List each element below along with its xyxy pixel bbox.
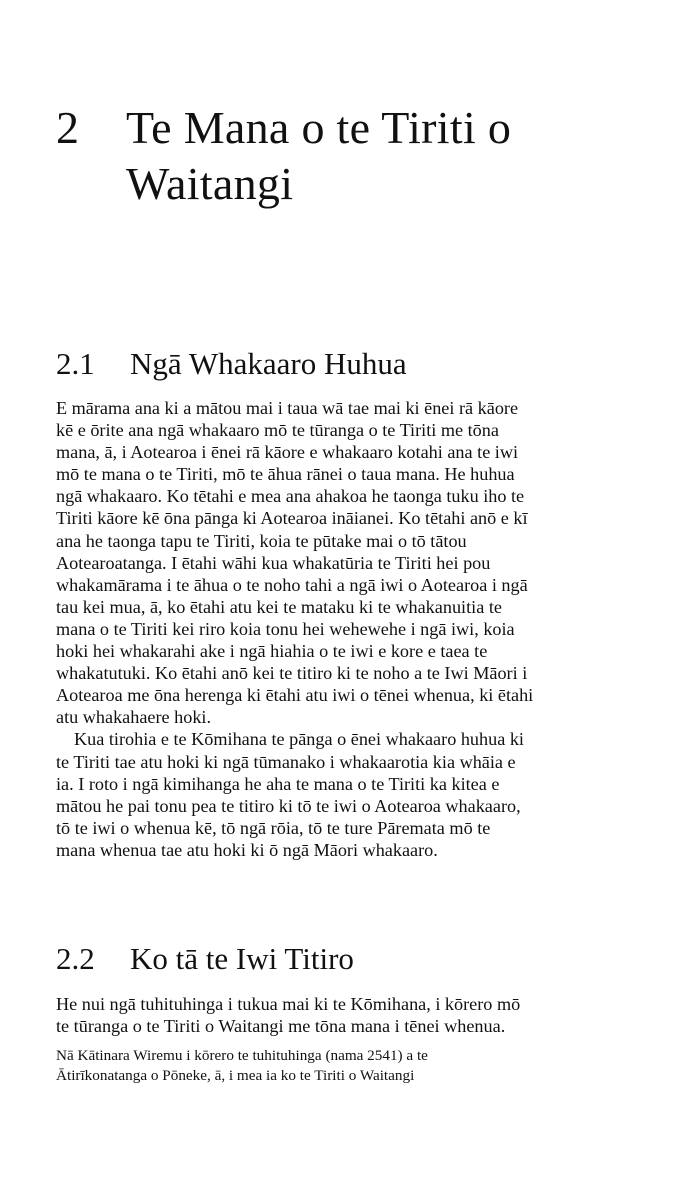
text-line: Kua tirohia e te Kōmihana te pānga o ēnei whakaaro huhua ki — [74, 729, 524, 750]
text-line: hoki hei whakarahi ake i ngā hiahia o te iwi e kore e taea te — [56, 641, 488, 662]
text-line: ana he taonga tapu te Tiriti, koia te pūtake mai o tō tātou — [56, 530, 467, 551]
text-line: mana o te Tiriti kei riro koia tonu hei wehewehe i ngā iwi, koia — [56, 618, 515, 639]
text-line: whakamārama i te āhua o te noho tahi a ngā iwi o Aotearoa i ngā — [56, 574, 528, 595]
paragraph — [56, 397, 666, 728]
section-number: 2.2 — [56, 941, 95, 976]
quote-line: Nā Kātinara Wiremu i kōrero te tuhituhinga (nama 2541) a te — [56, 1047, 428, 1064]
section-heading — [56, 940, 354, 978]
section-number: 2.1 — [56, 346, 95, 381]
chapter-title — [126, 100, 666, 212]
text-line: ia. I roto i ngā kimihanga he aha te mana o te Tiriti ka kitea e — [56, 773, 500, 794]
paragraph — [56, 993, 666, 1037]
section-title: Ko tā te Iwi Titiro — [130, 941, 354, 976]
text-line: Tiriti kāore kē ōna pānga ki Aotearoa ināianei. Ko tētahi anō e kī — [56, 508, 528, 529]
text-line: Aotearoatanga. I ētahi wāhi kua whakatūria te Tiriti hei pou — [56, 552, 491, 573]
text-line: mō te mana o te Tiriti, mō te āhua rānei o taua mana. He huhua — [56, 464, 515, 485]
section-heading — [56, 345, 407, 383]
text-line: mana whenua tae atu hoki ki ō ngā Māori whakaaro. — [56, 839, 438, 860]
text-line: te tūranga o te Tiriti o Waitangi me tōna mana i tēnei whenua. — [56, 1016, 506, 1037]
section-body — [56, 993, 666, 1037]
text-line: te Tiriti tae atu hoki ki ngā tūmanako i whakaarotia kia whāia e — [56, 751, 516, 772]
text-line: kē e ōrite ana ngā whakaaro mō te tūranga o te Tiriti me tōna — [56, 420, 499, 441]
text-line: mātou he pai tonu pea te titiro ki tō te iwi o Aotearoa whakaaro, — [56, 795, 521, 816]
chapter-number: 2 — [56, 102, 79, 153]
quote-line: Ātirīkonatanga o Pōneke, ā, i mea ia ko te Tiriti o Waitangi — [56, 1067, 415, 1084]
text-line: ngā whakaaro. Ko tētahi e mea ana ahakoa he taonga tuku iho te — [56, 486, 525, 507]
chapter-title-line: Te Mana o te Tiriti o — [126, 102, 512, 153]
text-line: atu whakahaere hoki. — [56, 707, 212, 728]
text-line: E mārama ana ki a mātou mai i taua wā tae mai ki ēnei rā kāore — [56, 398, 519, 418]
text-line: mana, ā, i Aotearoa i ēnei rā kāore e whakaaro kotahi ana te iwi — [56, 442, 519, 463]
section-title: Ngā Whakaaro Huhua — [130, 346, 407, 381]
text-line: Aotearoa me ōna herenga ki ētahi atu iwi o tēnei whenua, ki ētahi — [56, 685, 534, 706]
chapter-title-line: Waitangi — [126, 158, 294, 209]
text-line: He nui ngā tuhituhinga i tukua mai ki te Kōmihana, i kōrero mō — [56, 994, 521, 1014]
block-quote — [56, 1046, 666, 1086]
section-body — [56, 397, 666, 861]
text-line: tau kei mua, ā, ko ētahi atu kei te mataku ki te whakanuitia te — [56, 596, 502, 617]
paragraph — [56, 728, 666, 861]
text-line: tō te iwi o whenua kē, tō ngā rōia, tō te ture Pāremata mō te — [56, 817, 491, 838]
text-line: whakatutuki. Ko ētahi anō kei te titiro ki te noho a te Iwi Māori i — [56, 663, 528, 684]
